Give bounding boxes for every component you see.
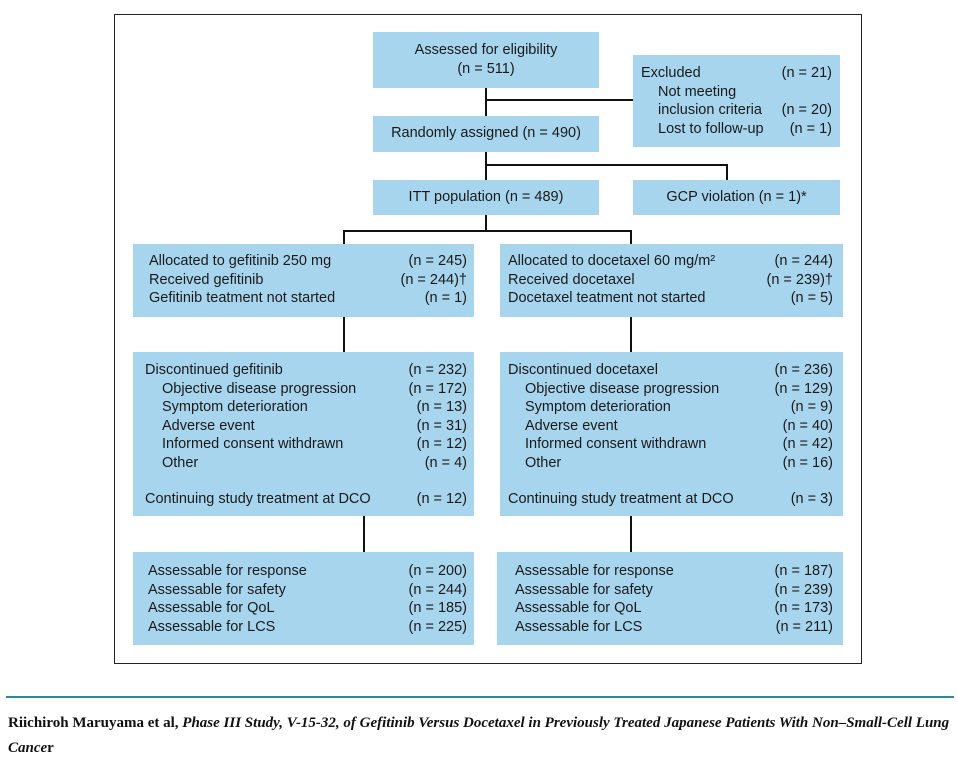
gefitinib-assessable-row: Assessable for LCS (n = 225) [148,618,467,635]
itt-label: ITT population (n = 489) [408,189,564,205]
itt-box [373,180,599,215]
gcp-box [633,180,840,215]
connector-gefitinib-discontinued [343,317,345,352]
excluded-reason: Lost to follow-up (n = 1) [658,120,832,137]
docetaxel-discontinued-box [500,352,843,516]
gefitinib-assessable-row: Assessable for QoL (n = 185) [148,600,467,616]
connector-gefitinib-assessable [363,516,365,552]
citation-title-tail: r [47,740,54,756]
gefitinib-assessable-box [133,552,474,645]
excluded-box [633,55,840,147]
gefitinib-continuing-row: Continuing study treatment at DCO (n = 12) [145,491,467,507]
gefitinib-allocation-row: Received gefitinib (n = 244)† [149,271,467,288]
docetaxel-discontinued-row: Discontinued docetaxel (n = 236) [508,362,833,378]
excluded-reason: Not meeting [658,83,737,100]
gefitinib-reason-row: Informed consent withdrawn (n = 12) [162,436,467,452]
gefitinib-assessable-row: Assessable for safety (n = 244) [148,581,467,598]
connector-to-docetaxel [630,230,632,244]
gefitinib-allocation-box [133,244,474,317]
docetaxel-allocation-row: Allocated to docetaxel 60 mg/m² (n = 244) [508,253,833,269]
eligibility-box [373,32,599,88]
connector-to-gcp [485,164,728,166]
citation [8,711,953,761]
excluded-row [641,64,832,83]
gcp-label: GCP violation (n = 1)* [666,189,807,205]
gefitinib-reason-row: Adverse event (n = 31) [162,417,467,434]
docetaxel-allocation-row: Received docetaxel (n = 239)† [508,271,833,288]
gefitinib-allocation-row: Allocated to gefitinib 250 mg (n = 245) [149,253,467,269]
docetaxel-continuing-row: Continuing study treatment at DCO (n = 3) [508,491,833,507]
randomized-label: Randomly assigned (n = 490) [391,125,581,141]
eligibility-label: Assessed for eligibility [414,42,558,58]
connector-itt-split [485,215,487,231]
gefitinib-reason-row: Objective disease progression (n = 172) [162,380,467,397]
gefitinib-discontinued-box [133,352,474,516]
docetaxel-assessable-row: Assessable for response (n = 187) [515,563,833,579]
gefitinib-reason-row: Other (n = 4) [162,454,467,471]
citation-authors: Riichiroh Maruyama et al, [8,715,179,731]
connector-docetaxel-assessable [630,516,632,552]
docetaxel-allocation-box [500,244,843,317]
docetaxel-allocation-row: Docetaxel teatment not started (n = 5) [508,290,833,306]
connector-to-gefitinib [343,230,345,244]
connector-arm-split [343,230,632,232]
connector-randomized-itt [485,152,487,180]
excluded-label: Excluded [641,65,701,81]
docetaxel-reason-row: Objective disease progression (n = 129) [525,380,833,397]
citation-title: Phase III Study, V-15-32, of Gefitinib Versus Docetaxel in Previously Treated Japanese Patients With Non–Small-Cell Lung Cance [8,715,950,756]
docetaxel-reason-row: Adverse event (n = 40) [525,417,833,434]
gefitinib-discontinued-row: Discontinued gefitinib (n = 232) [145,362,467,378]
docetaxel-assessable-box [497,552,843,645]
connector-gcp-drop [726,164,728,180]
connector-to-excluded [485,99,633,101]
excluded-reason: inclusion criteria (n = 20) [658,102,832,118]
gefitinib-assessable-row: Assessable for response (n = 200) [148,563,467,579]
docetaxel-assessable-row: Assessable for safety (n = 239) [515,581,833,598]
excluded-count: (n = 21) [781,65,832,81]
eligibility-count: (n = 511) [457,60,515,77]
randomized-box [373,116,599,152]
docetaxel-reason-row: Symptom deterioration (n = 9) [525,399,833,415]
connector-eligibility-randomized [485,88,487,116]
gefitinib-allocation-row: Gefitinib teatment not started (n = 1) [149,290,467,306]
docetaxel-assessable-row: Assessable for QoL (n = 173) [515,600,833,616]
connector-docetaxel-discontinued [630,317,632,352]
docetaxel-reason-row: Other (n = 16) [525,454,833,471]
gefitinib-reason-row: Symptom deterioration (n = 13) [162,399,467,415]
docetaxel-reason-row: Informed consent withdrawn (n = 42) [525,436,833,452]
docetaxel-assessable-row: Assessable for LCS (n = 211) [515,618,833,635]
citation-divider [6,696,954,698]
